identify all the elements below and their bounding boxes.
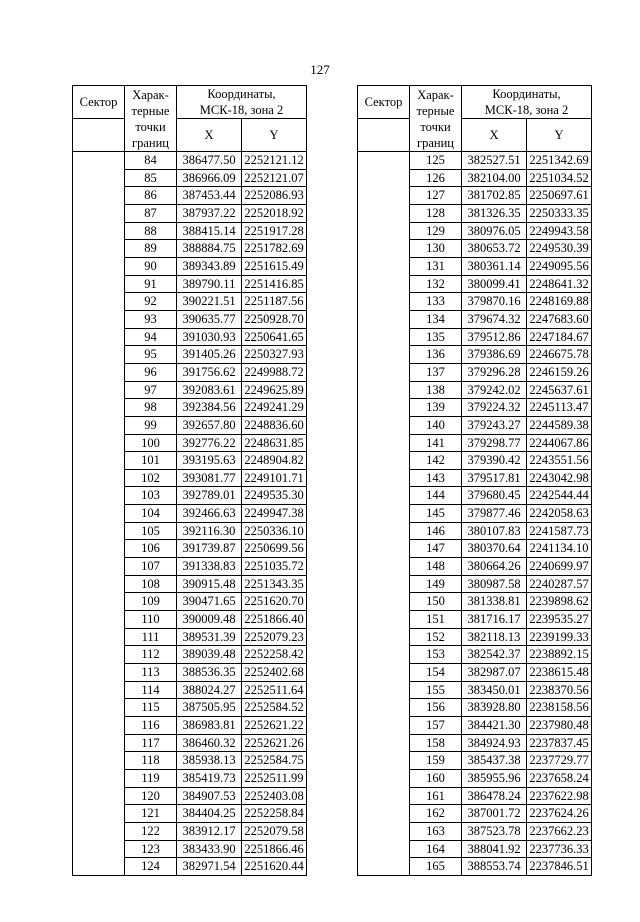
y-coordinate-cell: 2250641.65	[242, 328, 307, 346]
point-number-cell: 158	[410, 734, 462, 752]
x-coordinate-cell: 390915.48	[177, 575, 242, 593]
point-number-cell: 121	[125, 805, 177, 823]
y-coordinate-cell: 2242544.44	[527, 487, 592, 505]
x-coordinate-cell: 389343.89	[177, 257, 242, 275]
points-header-line: границ	[132, 135, 169, 150]
y-coordinate-cell: 2237622.98	[527, 787, 592, 805]
point-number-cell: 87	[125, 204, 177, 222]
y-coordinate-cell: 2237736.33	[527, 840, 592, 858]
point-number-cell: 110	[125, 611, 177, 629]
point-number-cell: 112	[125, 646, 177, 664]
point-number-cell: 91	[125, 275, 177, 293]
y-coordinate-cell: 2249241.29	[242, 399, 307, 417]
sector-header: Сектор	[73, 86, 125, 119]
y-coordinate-cell: 2251620.70	[242, 593, 307, 611]
point-number-cell: 86	[125, 187, 177, 205]
coords-header-line: Координаты,	[492, 87, 561, 101]
point-number-cell: 85	[125, 169, 177, 187]
point-number-cell: 164	[410, 840, 462, 858]
page-number: 127	[310, 62, 330, 77]
point-number-cell: 123	[125, 840, 177, 858]
x-coordinate-cell: 392776.22	[177, 434, 242, 452]
y-coordinate-cell: 2251342.69	[527, 152, 592, 170]
point-number-cell: 142	[410, 452, 462, 470]
x-coordinate-cell: 379224.32	[462, 399, 527, 417]
point-number-cell: 135	[410, 328, 462, 346]
x-coordinate-cell: 380099.41	[462, 275, 527, 293]
x-coordinate-cell: 380107.83	[462, 522, 527, 540]
point-number-cell: 120	[125, 787, 177, 805]
point-number-cell: 114	[125, 681, 177, 699]
y-coordinate-cell: 2249947.38	[242, 505, 307, 523]
x-coordinate-cell: 393195.63	[177, 452, 242, 470]
x-coordinate-cell: 379296.28	[462, 363, 527, 381]
point-number-cell: 149	[410, 575, 462, 593]
x-coordinate-cell: 382987.07	[462, 664, 527, 682]
x-coordinate-cell: 379870.16	[462, 293, 527, 311]
x-coordinate-cell: 382118.13	[462, 628, 527, 646]
x-coordinate-cell: 388024.27	[177, 681, 242, 699]
point-number-cell: 107	[125, 558, 177, 576]
x-coordinate-cell: 391030.93	[177, 328, 242, 346]
x-coordinate-cell: 386983.81	[177, 717, 242, 735]
point-number-cell: 97	[125, 381, 177, 399]
y-coordinate-cell: 2252621.22	[242, 717, 307, 735]
point-number-cell: 139	[410, 399, 462, 417]
x-coordinate-cell: 391739.87	[177, 540, 242, 558]
point-number-cell: 129	[410, 222, 462, 240]
y-coordinate-cell: 2248641.32	[527, 275, 592, 293]
y-coordinate-cell: 2251866.46	[242, 840, 307, 858]
point-number-cell: 104	[125, 505, 177, 523]
y-coordinate-cell: 2246159.26	[527, 363, 592, 381]
x-coordinate-cell: 387505.95	[177, 699, 242, 717]
point-number-cell: 90	[125, 257, 177, 275]
point-number-cell: 155	[410, 681, 462, 699]
y-coordinate-cell: 2249535.30	[242, 487, 307, 505]
coordinates-body-left	[73, 152, 307, 876]
y-coordinate-cell: 2237624.26	[527, 805, 592, 823]
header-row-1	[358, 86, 592, 119]
x-coordinate-cell: 381702.85	[462, 187, 527, 205]
point-number-cell: 122	[125, 822, 177, 840]
point-number-cell: 132	[410, 275, 462, 293]
y-coordinate-cell: 2248631.85	[242, 434, 307, 452]
y-coordinate-cell: 2251917.28	[242, 222, 307, 240]
x-coordinate-cell: 386460.32	[177, 734, 242, 752]
y-coordinate-cell: 2237846.51	[527, 858, 592, 876]
y-coordinate-cell: 2244589.38	[527, 416, 592, 434]
x-coordinate-cell: 380976.05	[462, 222, 527, 240]
point-number-cell: 137	[410, 363, 462, 381]
x-coordinate-cell: 383928.80	[462, 699, 527, 717]
point-number-cell: 136	[410, 346, 462, 364]
y-coordinate-cell: 2237980.48	[527, 717, 592, 735]
point-number-cell: 144	[410, 487, 462, 505]
point-number-cell: 161	[410, 787, 462, 805]
y-coordinate-cell: 2249101.71	[242, 469, 307, 487]
y-coordinate-cell: 2237658.24	[527, 769, 592, 787]
coords-header-line: МСК-18, зона 2	[199, 103, 284, 117]
point-number-cell: 92	[125, 293, 177, 311]
y-coordinate-cell: 2252079.23	[242, 628, 307, 646]
coords-header-line: Координаты,	[207, 87, 276, 101]
y-coordinate-cell: 2252079.58	[242, 822, 307, 840]
y-coordinate-cell: 2251620.44	[242, 858, 307, 876]
y-coordinate-cell: 2238158.56	[527, 699, 592, 717]
points-header-line: Харак-	[417, 87, 454, 102]
x-coordinate-cell: 385955.96	[462, 769, 527, 787]
point-number-cell: 157	[410, 717, 462, 735]
x-coordinate-cell: 392116.30	[177, 522, 242, 540]
y-coordinate-cell: 2245637.61	[527, 381, 592, 399]
points-header-line: терные	[416, 103, 455, 118]
x-coordinate-cell: 384924.93	[462, 734, 527, 752]
y-coordinate-cell: 2251416.85	[242, 275, 307, 293]
points-header-line: Харак-	[132, 87, 169, 102]
points-header-line: точки	[135, 119, 166, 134]
point-number-cell: 84	[125, 152, 177, 170]
coords-header-line: МСК-18, зона 2	[484, 103, 569, 117]
point-number-cell: 143	[410, 469, 462, 487]
point-number-cell: 150	[410, 593, 462, 611]
y-coordinate-cell: 2248904.82	[242, 452, 307, 470]
points-header-line: точки	[420, 119, 451, 134]
point-number-cell: 147	[410, 540, 462, 558]
y-coordinate-cell: 2252584.75	[242, 752, 307, 770]
point-number-cell: 126	[410, 169, 462, 187]
x-coordinate-cell: 379517.81	[462, 469, 527, 487]
point-number-cell: 128	[410, 204, 462, 222]
point-number-cell: 124	[125, 858, 177, 876]
points-header-line: терные	[131, 103, 170, 118]
x-coordinate-cell: 390471.65	[177, 593, 242, 611]
x-coordinate-cell: 393081.77	[177, 469, 242, 487]
x-coordinate-cell: 387001.72	[462, 805, 527, 823]
y-coordinate-cell: 2238615.48	[527, 664, 592, 682]
x-coordinate-cell: 385419.73	[177, 769, 242, 787]
x-coordinate-cell: 392384.56	[177, 399, 242, 417]
x-coordinate-cell: 384404.25	[177, 805, 242, 823]
y-coordinate-cell: 2239898.62	[527, 593, 592, 611]
point-number-cell: 151	[410, 611, 462, 629]
point-number-cell: 153	[410, 646, 462, 664]
point-number-cell: 115	[125, 699, 177, 717]
x-header: X	[177, 119, 242, 152]
y-coordinate-cell: 2237837.45	[527, 734, 592, 752]
x-coordinate-cell: 389790.11	[177, 275, 242, 293]
point-number-cell: 117	[125, 734, 177, 752]
point-number-cell: 165	[410, 858, 462, 876]
x-coordinate-cell: 379674.32	[462, 310, 527, 328]
y-coordinate-cell: 2246675.78	[527, 346, 592, 364]
point-number-cell: 102	[125, 469, 177, 487]
point-number-cell: 162	[410, 805, 462, 823]
y-coordinate-cell: 2250697.61	[527, 187, 592, 205]
y-coordinate-cell: 2250699.56	[242, 540, 307, 558]
point-number-cell: 138	[410, 381, 462, 399]
point-number-cell: 133	[410, 293, 462, 311]
x-coordinate-cell: 392466.63	[177, 505, 242, 523]
x-coordinate-cell: 382104.00	[462, 169, 527, 187]
x-coordinate-cell: 388553.74	[462, 858, 527, 876]
point-number-cell: 98	[125, 399, 177, 417]
x-coordinate-cell: 379877.46	[462, 505, 527, 523]
y-coordinate-cell: 2237729.77	[527, 752, 592, 770]
y-coordinate-cell: 2247683.60	[527, 310, 592, 328]
point-number-cell: 140	[410, 416, 462, 434]
x-coordinate-cell: 392083.61	[177, 381, 242, 399]
y-coordinate-cell: 2250928.70	[242, 310, 307, 328]
point-number-cell: 154	[410, 664, 462, 682]
y-coordinate-cell: 2252584.52	[242, 699, 307, 717]
point-number-cell: 163	[410, 822, 462, 840]
x-coordinate-cell: 390009.48	[177, 611, 242, 629]
x-coordinate-cell: 389531.39	[177, 628, 242, 646]
x-coordinate-cell: 380370.64	[462, 540, 527, 558]
point-number-cell: 119	[125, 769, 177, 787]
y-coordinate-cell: 2251866.40	[242, 611, 307, 629]
y-coordinate-cell: 2249530.39	[527, 240, 592, 258]
x-header: X	[462, 119, 527, 152]
point-number-cell: 130	[410, 240, 462, 258]
x-coordinate-cell: 380987.58	[462, 575, 527, 593]
points-header	[125, 86, 177, 152]
y-coordinate-cell: 2243551.56	[527, 452, 592, 470]
point-number-cell: 105	[125, 522, 177, 540]
point-number-cell: 116	[125, 717, 177, 735]
x-coordinate-cell: 387453.44	[177, 187, 242, 205]
x-coordinate-cell: 385938.13	[177, 752, 242, 770]
y-coordinate-cell: 2252511.64	[242, 681, 307, 699]
point-number-cell: 100	[125, 434, 177, 452]
y-coordinate-cell: 2251035.72	[242, 558, 307, 576]
x-coordinate-cell: 385437.38	[462, 752, 527, 770]
y-coordinate-cell: 2250333.35	[527, 204, 592, 222]
y-coordinate-cell: 2239535.27	[527, 611, 592, 629]
x-coordinate-cell: 379512.86	[462, 328, 527, 346]
coordinates-table-right	[357, 85, 592, 876]
point-number-cell: 95	[125, 346, 177, 364]
point-number-cell: 108	[125, 575, 177, 593]
coordinates-body-right	[358, 152, 592, 876]
x-coordinate-cell: 381338.81	[462, 593, 527, 611]
x-coordinate-cell: 380664.26	[462, 558, 527, 576]
x-coordinate-cell: 384421.30	[462, 717, 527, 735]
y-coordinate-cell: 2252621.26	[242, 734, 307, 752]
x-coordinate-cell: 392789.01	[177, 487, 242, 505]
x-coordinate-cell: 383433.90	[177, 840, 242, 858]
y-coordinate-cell: 2250327.93	[242, 346, 307, 364]
point-number-cell: 93	[125, 310, 177, 328]
coords-header	[462, 86, 592, 119]
point-number-cell: 88	[125, 222, 177, 240]
x-coordinate-cell: 380361.14	[462, 257, 527, 275]
x-coordinate-cell: 379242.02	[462, 381, 527, 399]
y-coordinate-cell: 2241134.10	[527, 540, 592, 558]
y-coordinate-cell: 2251615.49	[242, 257, 307, 275]
y-coordinate-cell: 2252258.42	[242, 646, 307, 664]
y-coordinate-cell: 2245113.47	[527, 399, 592, 417]
x-coordinate-cell: 391756.62	[177, 363, 242, 381]
y-header: Y	[242, 119, 307, 152]
x-coordinate-cell: 379298.77	[462, 434, 527, 452]
x-coordinate-cell: 390221.51	[177, 293, 242, 311]
x-coordinate-cell: 382971.54	[177, 858, 242, 876]
point-number-cell: 131	[410, 257, 462, 275]
y-coordinate-cell: 2251782.69	[242, 240, 307, 258]
point-number-cell: 96	[125, 363, 177, 381]
y-coordinate-cell: 2252258.84	[242, 805, 307, 823]
x-coordinate-cell: 383450.01	[462, 681, 527, 699]
y-coordinate-cell: 2252086.93	[242, 187, 307, 205]
x-coordinate-cell: 381716.17	[462, 611, 527, 629]
x-coordinate-cell: 386477.50	[177, 152, 242, 170]
sector-header-empty	[73, 119, 125, 152]
point-number-cell: 99	[125, 416, 177, 434]
y-coordinate-cell: 2241587.73	[527, 522, 592, 540]
point-number-cell: 94	[125, 328, 177, 346]
y-coordinate-cell: 2252121.12	[242, 152, 307, 170]
x-coordinate-cell: 389039.48	[177, 646, 242, 664]
point-number-cell: 111	[125, 628, 177, 646]
x-coordinate-cell: 386966.09	[177, 169, 242, 187]
y-coordinate-cell: 2240699.97	[527, 558, 592, 576]
sector-cell	[73, 152, 125, 876]
points-header	[410, 86, 462, 152]
y-coordinate-cell: 2244067.86	[527, 434, 592, 452]
x-coordinate-cell: 379386.69	[462, 346, 527, 364]
coordinates-table-left	[72, 85, 307, 876]
y-coordinate-cell: 2252121.07	[242, 169, 307, 187]
x-coordinate-cell: 387937.22	[177, 204, 242, 222]
x-coordinate-cell: 391405.26	[177, 346, 242, 364]
point-number-cell: 156	[410, 699, 462, 717]
y-coordinate-cell: 2251343.35	[242, 575, 307, 593]
points-header-line: границ	[417, 135, 454, 150]
point-number-cell: 125	[410, 152, 462, 170]
point-number-cell: 127	[410, 187, 462, 205]
x-coordinate-cell: 379243.27	[462, 416, 527, 434]
x-coordinate-cell: 384907.53	[177, 787, 242, 805]
y-coordinate-cell: 2242058.63	[527, 505, 592, 523]
x-coordinate-cell: 379680.45	[462, 487, 527, 505]
y-coordinate-cell: 2249095.56	[527, 257, 592, 275]
point-number-cell: 152	[410, 628, 462, 646]
y-coordinate-cell: 2250336.10	[242, 522, 307, 540]
y-coordinate-cell: 2252402.68	[242, 664, 307, 682]
point-number-cell: 101	[125, 452, 177, 470]
x-coordinate-cell: 382527.51	[462, 152, 527, 170]
x-coordinate-cell: 381326.35	[462, 204, 527, 222]
point-number-cell: 118	[125, 752, 177, 770]
sector-header-empty	[358, 119, 410, 152]
point-number-cell: 148	[410, 558, 462, 576]
x-coordinate-cell: 383912.17	[177, 822, 242, 840]
point-number-cell: 145	[410, 505, 462, 523]
x-coordinate-cell: 380653.72	[462, 240, 527, 258]
sector-cell	[358, 152, 410, 876]
y-coordinate-cell: 2239199.33	[527, 628, 592, 646]
y-header: Y	[527, 119, 592, 152]
point-number-cell: 146	[410, 522, 462, 540]
coords-header	[177, 86, 307, 119]
y-coordinate-cell: 2243042.98	[527, 469, 592, 487]
point-number-cell: 141	[410, 434, 462, 452]
y-coordinate-cell: 2249625.89	[242, 381, 307, 399]
x-coordinate-cell: 391338.83	[177, 558, 242, 576]
point-number-cell: 89	[125, 240, 177, 258]
x-coordinate-cell: 392657.80	[177, 416, 242, 434]
x-coordinate-cell: 387523.78	[462, 822, 527, 840]
y-coordinate-cell: 2249988.72	[242, 363, 307, 381]
y-coordinate-cell: 2237662.23	[527, 822, 592, 840]
y-coordinate-cell: 2251034.52	[527, 169, 592, 187]
x-coordinate-cell: 388041.92	[462, 840, 527, 858]
y-coordinate-cell: 2252511.99	[242, 769, 307, 787]
y-coordinate-cell: 2238370.56	[527, 681, 592, 699]
y-coordinate-cell: 2248169.88	[527, 293, 592, 311]
x-coordinate-cell: 388884.75	[177, 240, 242, 258]
y-coordinate-cell: 2249943.58	[527, 222, 592, 240]
x-coordinate-cell: 390635.77	[177, 310, 242, 328]
table-row	[73, 152, 307, 170]
x-coordinate-cell: 379390.42	[462, 452, 527, 470]
point-number-cell: 109	[125, 593, 177, 611]
point-number-cell: 160	[410, 769, 462, 787]
header-row-1	[73, 86, 307, 119]
y-coordinate-cell: 2248836.60	[242, 416, 307, 434]
x-coordinate-cell: 386478.24	[462, 787, 527, 805]
sector-header: Сектор	[358, 86, 410, 119]
point-number-cell: 113	[125, 664, 177, 682]
x-coordinate-cell: 382542.37	[462, 646, 527, 664]
y-coordinate-cell: 2252403.08	[242, 787, 307, 805]
y-coordinate-cell: 2252018.92	[242, 204, 307, 222]
x-coordinate-cell: 388415.14	[177, 222, 242, 240]
point-number-cell: 103	[125, 487, 177, 505]
point-number-cell: 159	[410, 752, 462, 770]
y-coordinate-cell: 2240287.57	[527, 575, 592, 593]
point-number-cell: 134	[410, 310, 462, 328]
y-coordinate-cell: 2251187.56	[242, 293, 307, 311]
y-coordinate-cell: 2247184.67	[527, 328, 592, 346]
point-number-cell: 106	[125, 540, 177, 558]
table-row	[358, 152, 592, 170]
y-coordinate-cell: 2238892.15	[527, 646, 592, 664]
x-coordinate-cell: 388536.35	[177, 664, 242, 682]
